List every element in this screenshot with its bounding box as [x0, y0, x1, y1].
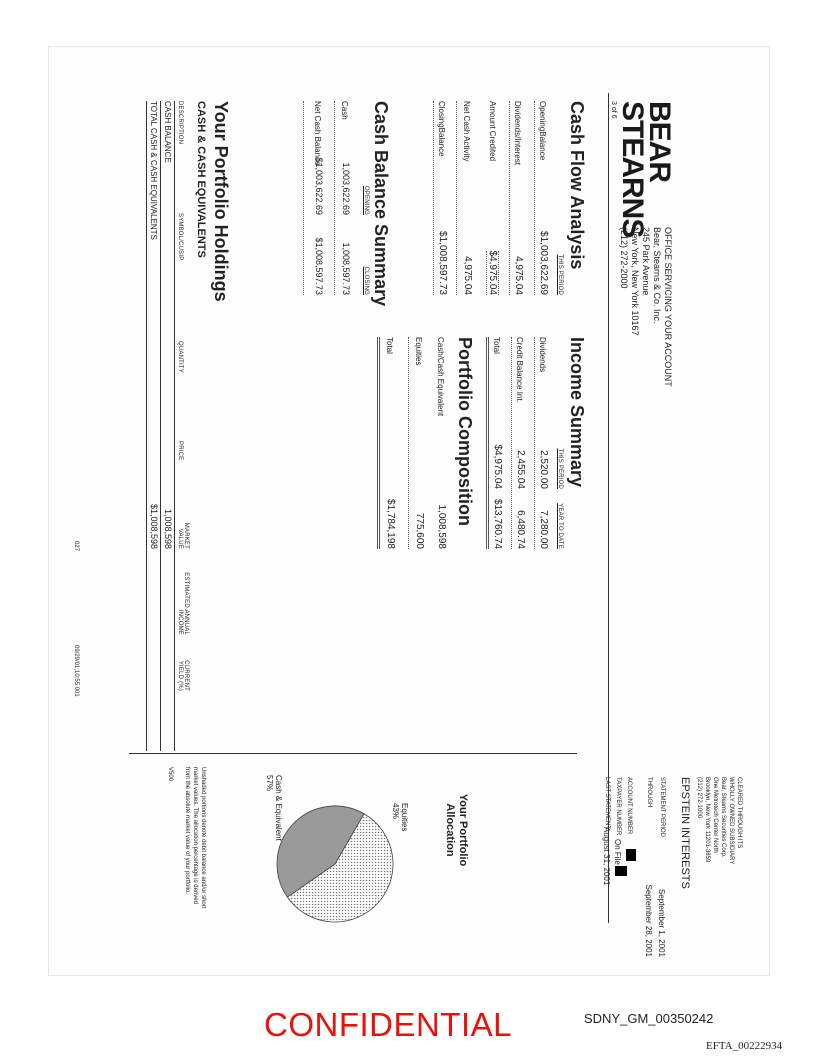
cash-balance-title: Cash Balance Summary: [371, 101, 391, 307]
income-row-ytd: $13,760.74: [492, 498, 503, 549]
income-row-label: Total: [492, 337, 501, 354]
allocation-title: [443, 785, 469, 875]
allocation-label-equities-pct: 43%: [391, 803, 400, 820]
holdings-subtitle: CASH & CASH EQUIVALENTS: [195, 101, 207, 258]
clearing-line: One Metrotech Center North: [712, 777, 718, 853]
office-line: (212) 272-2000: [619, 227, 629, 289]
clearing-block: [695, 777, 743, 864]
efta-number: EFTA_00222934: [706, 1040, 783, 1052]
allocation-code: V500: [167, 767, 173, 782]
redacted-taxpayer-number: [615, 866, 627, 876]
cash-flow-row-label: Dividends/Interest: [513, 101, 522, 166]
holdings-col-description: DESCRIPTION: [177, 101, 183, 145]
income-row-period: 2,455.04: [515, 450, 526, 489]
composition-row: [431, 337, 451, 549]
income-summary-table: [486, 337, 563, 549]
cash-flow-row-label: Amount Credited: [488, 101, 497, 162]
account-number-label: ACCOUNT NUMBER: [626, 777, 632, 835]
clearing-line: Bear, Stearns Securities Corp.: [720, 777, 726, 858]
cash-flow-row-value: $1,003,622.69: [538, 231, 549, 295]
cash-balance-header: [359, 101, 369, 295]
income-row-label: Dividends: [538, 337, 547, 373]
allocation-note-line: Unshaded portions denote debit balance and/or short: [200, 767, 206, 909]
cash-flow-row-value: 4,975.04: [513, 256, 524, 295]
cash-balance-row-opening: $1,003,622.69: [314, 157, 324, 215]
income-col-ytd: YEAR TO DATE: [557, 503, 563, 549]
holdings-row: [160, 101, 174, 751]
redacted-account-number: [626, 849, 636, 861]
column-divider: [129, 753, 577, 754]
income-header: [553, 337, 563, 549]
composition-row: [408, 337, 431, 549]
holdings-row-description: TOTAL CASH & CASH EQUIVALENTS: [149, 101, 158, 240]
cash-flow-title: Cash Flow Analysis: [567, 101, 587, 270]
income-row-period: $4,975.04: [492, 444, 503, 489]
taxpayer-label: TAXPAYER NUMBER: [615, 777, 621, 836]
office-block: [618, 227, 673, 387]
allocation-label-equities: [391, 803, 409, 831]
holdings-col-market-value: MARKET VALUE: [177, 522, 189, 549]
footer-code: 027: [73, 541, 79, 552]
holdings-header-row: [174, 101, 191, 751]
cash-flow-row: [433, 101, 456, 295]
office-label: OFFICE SERVICING YOUR ACCOUNT: [663, 227, 673, 387]
office-line: Bear, Stearns & Co. Inc.: [652, 227, 662, 324]
office-line: 245 Park Avenue: [641, 227, 651, 296]
cash-flow-row-value: $1,008,597.73: [437, 231, 448, 295]
composition-row-label: Cash/Cash Equivalent: [436, 337, 445, 417]
composition-row-value: $1,784,198: [385, 498, 396, 549]
portfolio-composition-title: Portfolio Composition: [455, 337, 475, 526]
allocation-title-line-2: Allocation: [444, 803, 456, 857]
clearing-line: Brooklyn, New York 11201-3859: [704, 777, 710, 863]
income-row: [534, 337, 553, 549]
cash-balance-table: [303, 101, 369, 295]
composition-row-label: Equities: [414, 337, 423, 366]
holdings-row-description: CASH BALANCE: [163, 101, 172, 163]
scanned-statement-page: [48, 46, 770, 976]
cash-flow-row: [509, 101, 534, 295]
cash-flow-row: [456, 101, 483, 295]
allocation-note-line: market values. The allocation percentage is derived: [192, 767, 198, 904]
allocation-note-line: from the absolute market value of your portfolio.: [184, 767, 190, 895]
holdings-col-annual-income: ESTIMATED ANNUAL INCOME: [177, 572, 189, 635]
clearing-line: (212) 272-1000: [696, 777, 702, 819]
income-row: [511, 337, 534, 549]
income-col-period: THIS PERIOD: [557, 448, 563, 489]
taxpayer-value: On File: [613, 839, 622, 865]
allocation-title-line-1: Your Portfolio: [457, 793, 469, 867]
cash-balance-row: [335, 101, 359, 295]
allocation-note: [183, 767, 207, 967]
holdings-row: [146, 101, 160, 751]
client-name: EPSTEIN INTERESTS: [679, 777, 691, 889]
holdings-col-quantity: QUANTITY: [177, 341, 183, 373]
logo-line-2: STEARNS: [616, 101, 649, 238]
cash-balance-row-closing: 1,008,597.73: [341, 242, 351, 295]
cash-flow-row: [483, 101, 509, 295]
holdings-row-market-value: 1,008,598: [163, 508, 173, 549]
confidential-stamp: CONFIDENTIAL: [264, 1006, 513, 1043]
rotated-statement-content: [49, 47, 769, 975]
cash-flow-col-header: THIS PERIOD: [557, 254, 563, 295]
cash-flow-table: [433, 101, 563, 295]
cash-flow-row: [534, 101, 553, 295]
clearing-line: WHOLLY OWNED SUBSIDIARY: [728, 777, 734, 865]
income-row-ytd: 6,480.74: [515, 510, 526, 549]
cash-flow-row-value: $4,975.04: [487, 250, 498, 295]
cash-balance-col-closing: CLOSING: [363, 266, 369, 295]
holdings-col-price: PRICE: [177, 441, 183, 461]
income-summary-title: Income Summary: [567, 337, 587, 488]
statement-period-label: STATEMENT PERIOD: [659, 777, 665, 838]
composition-row-value: 775,600: [414, 512, 425, 549]
last-statement-value: August 31, 2001: [602, 827, 611, 886]
footer-timestamp: 09/29/01;10:55 001: [73, 645, 79, 697]
holdings-table: [146, 101, 191, 751]
cash-flow-row-label: Net Cash Activity: [462, 101, 471, 162]
income-row-ytd: 7,280.00: [538, 510, 549, 549]
allocation-label-cash-name: Cash & Equivalent: [274, 775, 283, 841]
cash-flow-row-value: 4,975.04: [462, 256, 473, 295]
cash-flow-row-label: ClosingBalance: [437, 101, 446, 157]
bates-number: SDNY_GM_00350242: [584, 1011, 714, 1026]
cash-balance-row-label: Cash: [340, 101, 349, 120]
composition-row: [377, 337, 408, 549]
income-row-label: Credit Balance Int.: [515, 337, 524, 403]
cash-balance-col-opening: OPENING: [363, 185, 369, 215]
composition-row-label: Total: [385, 337, 394, 354]
allocation-label-cash: [265, 775, 283, 841]
cash-balance-row-label: Net Cash Balance: [313, 101, 322, 166]
office-line: New York, New York 10167: [630, 227, 640, 336]
cash-balance-row: [303, 101, 335, 295]
last-statement-label: LAST STATEMENT: [604, 777, 610, 830]
holdings-col-current-yield: CURRENT YIELD (%): [177, 660, 189, 691]
logo-line-1: BEAR: [643, 101, 676, 183]
composition-row-value: 1,008,598: [436, 504, 447, 549]
bear-stearns-logo: [616, 101, 676, 238]
statement-period-block: [599, 777, 665, 957]
cash-balance-row-opening: 1,003,622.69: [341, 162, 351, 215]
holdings-row-market-value: $1,008,598: [149, 503, 159, 549]
clearing-line: CLEARED THROUGH ITS: [736, 777, 742, 849]
allocation-label-cash-pct: 57%: [265, 775, 274, 792]
page-number: 3 of 6: [610, 101, 617, 119]
through-label: THROUGH: [646, 777, 652, 808]
income-row-period: 2,520.00: [538, 450, 549, 489]
cash-balance-row-closing: $1,008,597.73: [314, 237, 324, 295]
statement-period-end: September 28, 2001: [644, 884, 653, 957]
income-row: [486, 337, 511, 549]
statement-period-start: September 1, 2001: [657, 888, 666, 957]
cash-flow-row-label: OpeningBalance: [538, 101, 547, 161]
holdings-title: Your Portfolio Holdings: [211, 101, 231, 302]
allocation-label-equities-name: Equities: [400, 803, 409, 832]
portfolio-composition-table: [377, 337, 451, 549]
holdings-col-symbol: SYMBOL/CUSIP: [177, 213, 183, 261]
